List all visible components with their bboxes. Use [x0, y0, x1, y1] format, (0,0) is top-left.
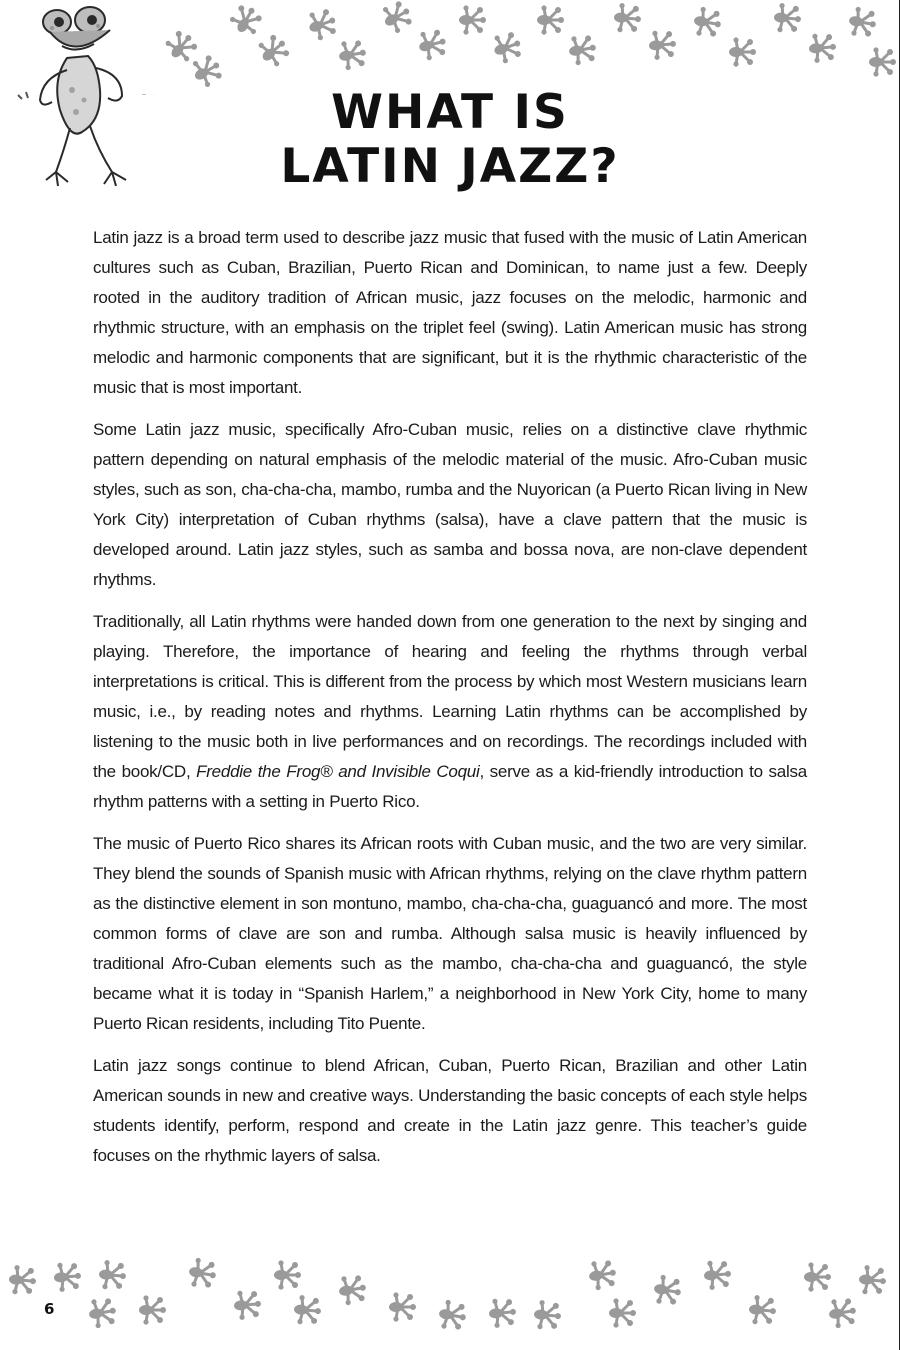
- frog-footprint-icon: [609, 1298, 636, 1327]
- frog-footprint-icon: [87, 1296, 119, 1329]
- frog-footprint-icon: [748, 1294, 777, 1325]
- frog-footprint-icon: [274, 1260, 301, 1289]
- frog-footprint-icon: [858, 1264, 887, 1295]
- frog-footprint-icon: [437, 1299, 469, 1332]
- frog-footprint-icon: [8, 1264, 37, 1295]
- frog-footprint-icon: [188, 51, 226, 90]
- frog-footprint-icon: [293, 1294, 322, 1325]
- frog-footprint-icon: [490, 29, 525, 66]
- frog-footprint-icon: [162, 26, 202, 65]
- frog-footprint-icon: [613, 2, 642, 33]
- frog-footprint-icon: [227, 1, 266, 39]
- paragraph-2: Some Latin jazz music, specifically Afro-Cuban music, relies on a distinctive clave rhythmic pattern depending on natural emphasis of the melodic material of the music. Afro-Cuban music styles, such as son, cha-cha-cha, mambo, rumba and the Nuyorican (a Puerto Rican living in New York City) interpretation of Cuban rhythms (salsa), have a clave pattern that the music is developed around. Latin jazz styles, such as samba and bossa nova, are non-clave dependent rhythms.: [93, 420, 807, 589]
- paragraph-3-text-before: Traditionally, all Latin rhythms were handed down from one generation to the next by singing and playing. Therefore, the importance of hearing and feeling the rhythms through verbal interpretations is critical. This is different from the process by which most Western musicians learn music, i.e., by reading notes and rhythms. Learning Latin rhythms can be accomplished by listening to the music both in live performances and on recordings. The recordings included with the book/CD,: [93, 612, 807, 781]
- title-line-2: LATIN JAZZ?: [280, 139, 620, 194]
- bottom-footprint-border: [0, 1255, 900, 1350]
- frog-footprint-icon: [139, 1295, 166, 1324]
- frog-footprint-icon: [537, 5, 564, 34]
- frog-footprint-icon: [703, 1259, 732, 1290]
- frog-footprint-icon: [648, 29, 677, 60]
- frog-footprint-icon: [416, 27, 450, 62]
- frog-footprint-icon: [827, 1296, 859, 1329]
- frog-footprint-icon: [337, 1273, 369, 1306]
- frog-footprint-icon: [652, 1274, 684, 1307]
- frog-footprint-icon: [567, 33, 599, 66]
- paragraph-4: The music of Puerto Rico shares its African roots with Cuban music, and the two are very similar. They blend the sounds of Spanish music with African rhythms, relying on the clave rhythm pattern as the distinctive element in son montuno, mambo, cha-cha-cha, guaguancó and more. The most common forms of clave are son and rumba. Although salsa music is heavily influenced by traditional Afro-Cuban elements such as the mambo, cha-cha-cha and guaguancó, the style became what it is today in “Spanish Harlem,” a neighborhood in New York City, home to many Puerto Rican residents, including Tito Puente.: [93, 834, 807, 1033]
- page-title: [200, 86, 700, 194]
- paragraph-3: [93, 607, 807, 817]
- page-number: 6: [44, 1300, 55, 1318]
- frog-footprint-icon: [488, 1297, 517, 1328]
- frog-footprint-icon: [337, 38, 369, 71]
- title-line-1: WHAT IS: [331, 85, 569, 140]
- article-body: [93, 223, 807, 1183]
- frog-footprint-icon: [233, 1289, 262, 1320]
- frog-footprint-icon: [533, 1299, 562, 1330]
- frog-footprint-icon: [692, 6, 724, 39]
- frog-footprint-icon: [804, 1262, 831, 1291]
- frog-footprint-icon: [378, 0, 416, 36]
- frog-footprint-icon: [847, 6, 879, 39]
- frog-footprint-icon: [808, 32, 837, 63]
- frog-footprint-icon: [305, 6, 340, 43]
- frog-footprint-icon: [53, 1261, 82, 1292]
- frog-illustration: [12, 0, 142, 205]
- frog-footprint-icon: [459, 5, 486, 34]
- frog-footprint-icon: [254, 31, 293, 71]
- frog-footprint-icon: [729, 37, 756, 66]
- frog-footprint-icon: [587, 1258, 619, 1291]
- frog-footprint-icon: [98, 1259, 127, 1290]
- paragraph-1: Latin jazz is a broad term used to describe jazz music that fused with the music of Latin American cultures such as Cuban, Brazilian, Puerto Rican and Dominican, to name just a few. Deeply rooted in the auditory tradition of African music, jazz focuses on the melodic, harmonic and rhythmic structure, with an emphasis on the triplet feel (swing). Latin American music has strong melodic and harmonic components that are significant, but it is the rhythmic characteristic of the music that is most important.: [93, 228, 807, 397]
- book-title: Freddie the Frog® and Invisible Coqui: [196, 762, 480, 781]
- paragraph-3-text-after: , serve as a kid-friendly introduction to salsa rhythm patterns with a setting in Puerto Rico.: [93, 762, 807, 811]
- frog-footprint-icon: [869, 47, 896, 76]
- frog-footprint-icon: [389, 1292, 416, 1321]
- paragraph-5: Latin jazz songs continue to blend African, Cuban, Puerto Rican, Brazilian and other Latin American sounds in new and creative ways. Understanding the basic concepts of each style helps students identify, perform, respond and create in the Latin jazz genre. This teacher’s guide focuses on the rhythmic layers of salsa.: [93, 1056, 807, 1165]
- frog-footprint-icon: [187, 1257, 219, 1290]
- frog-footprint-icon: [773, 2, 802, 33]
